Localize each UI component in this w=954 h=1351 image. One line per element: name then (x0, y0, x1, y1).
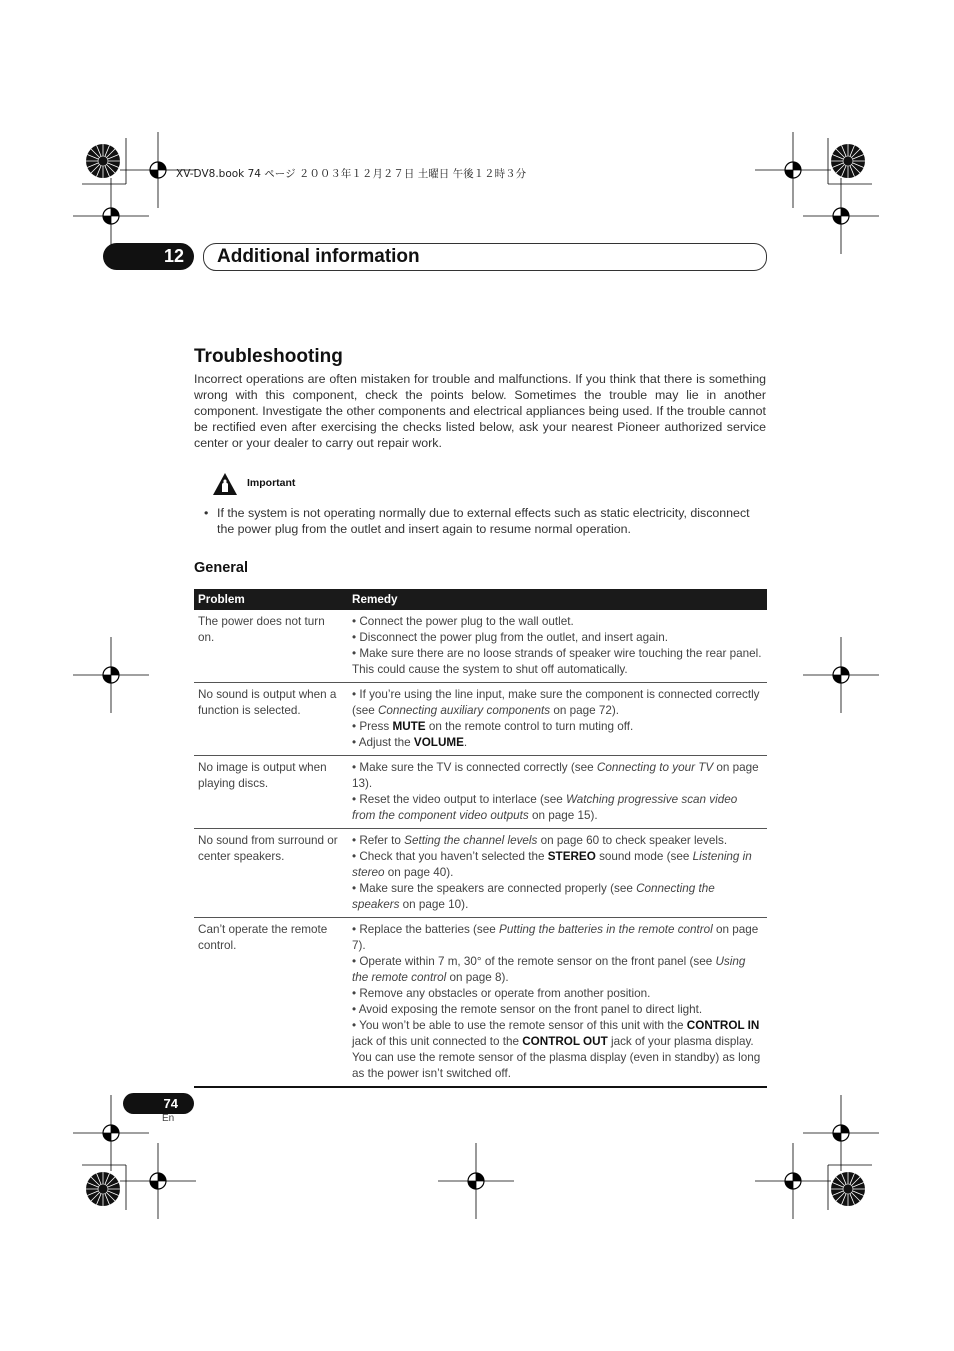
registration-burst-icon (86, 144, 120, 178)
remedy-text: • Adjust the (352, 736, 414, 749)
remedy-text: • Check that you haven’t selected the (352, 850, 548, 863)
table-header-row (194, 589, 767, 610)
remedy-text: Putting the batteries in the remote control (499, 923, 713, 936)
remedy-text: • Make sure there are no loose strands of speaker wire touching the rear panel. This could cause the system to shut off automatically. (352, 647, 762, 676)
remedy-item (352, 614, 763, 630)
remedy-item (352, 735, 763, 751)
registration-target-icon (803, 637, 879, 713)
remedy-cell (348, 610, 767, 683)
remedy-item (352, 1018, 763, 1082)
remedy-text: on page 10). (399, 898, 469, 911)
remedy-text: • Operate within 7 m, 30° of the remote sensor on the front panel (see (352, 955, 716, 968)
remedy-text: Listening in stereo (352, 850, 752, 879)
remedy-text: • Avoid exposing the remote sensor on the front panel to direct light. (352, 1003, 703, 1016)
table-row (194, 829, 767, 918)
remedy-text: • Reset the video output to interlace (see (352, 793, 566, 806)
remedy-text: Watching progressive scan video from the component video outputs (352, 793, 738, 822)
remedy-text: on page 7). (352, 923, 759, 952)
intro-paragraph: Incorrect operations are often mistaken for trouble and malfunctions. If you think that there is something wrong with this component, check the points below. Sometimes the trouble may lie in another component. Investigate the other components and electrical appliances being used. If the trouble cannot be rectified even after exercising the checks listed below, ask your nearest Pioneer authorized service center or your dealer to carry out repair work. (194, 372, 766, 450)
remedy-cell (348, 829, 767, 918)
section-title: Troubleshooting (194, 346, 343, 367)
table-row (194, 918, 767, 1088)
registration-target-icon (755, 132, 831, 208)
bullet-dot: • (204, 506, 209, 520)
registration-burst-icon (831, 1172, 865, 1206)
remedy-text: • Refer to (352, 834, 405, 847)
remedy-item (352, 954, 763, 986)
remedy-text: • Remove any obstacles or operate from another position. (352, 987, 651, 1000)
remedy-text: • Make sure the TV is connected correctly (see (352, 761, 597, 774)
remedy-item (352, 687, 763, 719)
header-remedy: Remedy (348, 589, 767, 610)
remedy-item (352, 792, 763, 824)
remedy-text: • Press (352, 720, 393, 733)
registration-burst-icon (86, 1172, 120, 1206)
remedy-text: on page 8). (446, 971, 509, 984)
chapter-title-bar (203, 243, 767, 271)
important-label: Important (247, 477, 296, 489)
remedy-item (352, 760, 763, 792)
remedy-text: • Connect the power plug to the wall outlet. (352, 615, 574, 628)
remedy-text: jack of this unit connected to the (352, 1035, 523, 1048)
registration-target-icon (803, 178, 879, 254)
problem-cell: No sound from surround or center speakers. (194, 829, 348, 918)
page-number: 74 (163, 1096, 178, 1111)
chapter-number-badge (103, 243, 194, 270)
registration-target-icon (755, 1143, 831, 1219)
remedy-text: on page 72). (550, 704, 620, 717)
header-problem: Problem (194, 589, 348, 610)
registration-target-icon (803, 1095, 879, 1171)
remedy-text: sound mode (see (595, 850, 693, 863)
page-number-badge (123, 1093, 194, 1114)
remedy-text: on page 15). (528, 809, 598, 822)
registration-target-icon (73, 637, 149, 713)
remedy-text: • You won’t be able to use the remote sensor of this unit with the (352, 1019, 687, 1032)
chapter-title: Additional information (217, 246, 420, 267)
problem-cell: No image is output when playing discs. (194, 756, 348, 829)
remedy-item (352, 986, 763, 1002)
remedy-item (352, 881, 763, 913)
remedy-text: • Disconnect the power plug from the outlet, and insert again. (352, 631, 668, 644)
remedy-cell (348, 756, 767, 829)
registration-target-icon (120, 1143, 196, 1219)
remedy-item (352, 849, 763, 881)
important-bullet (204, 505, 764, 537)
remedy-text: • Make sure the speakers are connected properly (see (352, 882, 637, 895)
remedy-text: CONTROL IN (686, 1019, 760, 1032)
remedy-text: jack of your plasma display. You can use the remote sensor of the plasma display (even in standby) as long as the power isn’t switched off. (352, 1035, 761, 1080)
problem-cell: No sound is output when a function is selected. (194, 683, 348, 756)
remedy-text: on the remote control to turn muting off. (425, 720, 634, 733)
troubleshooting-table (194, 589, 767, 1088)
remedy-item (352, 833, 763, 849)
remedy-item (352, 922, 763, 954)
table-row (194, 683, 767, 756)
table-row (194, 756, 767, 829)
remedy-text: on page 13). (352, 761, 759, 790)
problem-cell: Can’t operate the remote control. (194, 918, 348, 1088)
remedy-text: Using the remote control (352, 955, 746, 984)
important-hand-icon (212, 472, 238, 496)
remedy-text: Setting the channel levels (404, 834, 538, 847)
remedy-item (352, 1002, 763, 1018)
page-language: En (162, 1113, 175, 1124)
remedy-item (352, 630, 763, 646)
remedy-text: VOLUME (413, 736, 464, 749)
important-bullet-text: If the system is not operating normally due to external effects such as static electricity, disconnect the power plug from the outlet and insert again to resume normal operation. (217, 506, 750, 536)
remedy-text: Connecting auxiliary components (377, 704, 551, 717)
remedy-text: STEREO (547, 850, 596, 863)
subsection-title: General (194, 560, 248, 576)
remedy-item (352, 646, 763, 678)
remedy-text: . (463, 736, 468, 749)
table-row (194, 610, 767, 683)
remedy-text: • If you’re using the line input, make sure the component is connected correctly (see (352, 688, 760, 717)
registration-burst-icon (831, 144, 865, 178)
remedy-text: on page 40). (384, 866, 454, 879)
print-header: XV-DV8.book 74 ページ ２００３年１２月２７日 土曜日 午後１２時３分 (176, 168, 527, 180)
remedy-text: CONTROL OUT (522, 1035, 608, 1048)
remedy-item (352, 719, 763, 735)
remedy-cell (348, 683, 767, 756)
remedy-cell (348, 918, 767, 1088)
remedy-text: Connecting the speakers (352, 882, 715, 911)
remedy-text: on page 60 to check speaker levels. (537, 834, 728, 847)
problem-cell: The power does not turn on. (194, 610, 348, 683)
remedy-text: Connecting to your TV (596, 761, 714, 774)
remedy-text: MUTE (392, 720, 426, 733)
remedy-text: • Replace the batteries (see (352, 923, 500, 936)
chapter-number: 12 (163, 246, 184, 266)
registration-target-icon (438, 1143, 514, 1219)
